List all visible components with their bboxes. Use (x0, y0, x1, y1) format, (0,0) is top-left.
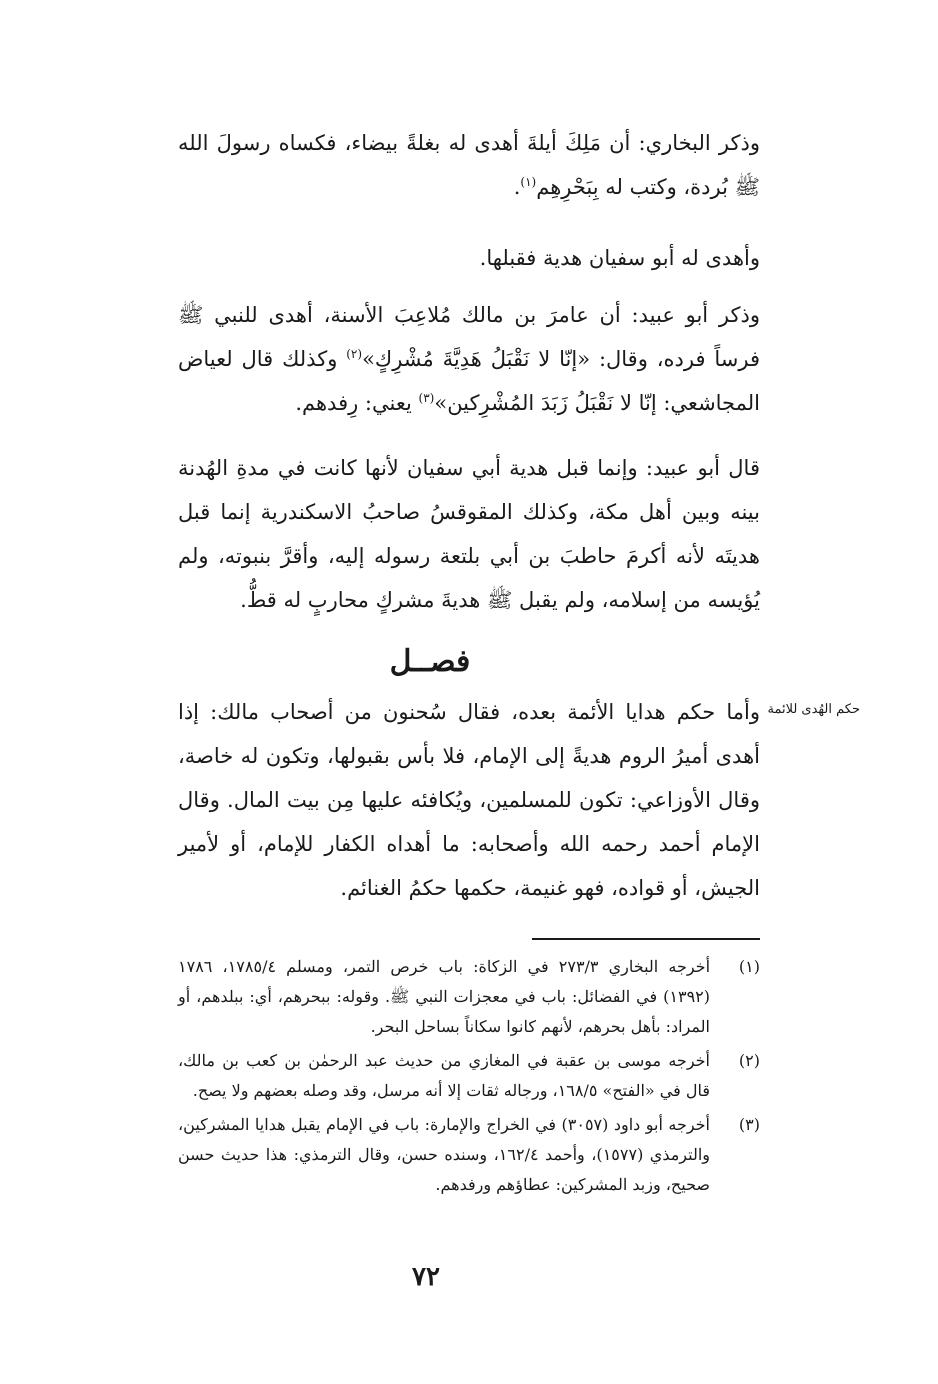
footnote-ref-3[interactable]: (٣) (418, 391, 435, 405)
paragraph-5 (178, 690, 760, 910)
paragraph-1-text: وذكر البخاري: أن مَلِكَ أيلةَ أهدى له بغلةً بيضاء، فكساه رسولَ الله ﷺ بُردة، وكتب له بِبَحْرِهِم (178, 131, 760, 199)
paragraph-3-text-b: وكذلك قال لعياض المجاشعي: إنّا لا نَقْبَلُ زَبَدَ المُشْرِكين» (178, 347, 760, 415)
page-number: ٧٢ (412, 1262, 440, 1292)
paragraph-2-text: وأهدى له أبو سفيان هدية فقبلها. (479, 246, 760, 270)
footnote-text: أخرجه البخاري ٢٧٣/٣ في الزكاة: باب خرص التمر، ومسلم ١٧٨٥/٤، ١٧٨٦ (١٣٩٢) في الفضائل: باب في معجزات النبي ﷺ. وقوله: ببحرهم، أي: ببلدهم، أو المراد: بأهل بحرهم، لأنهم كانوا سكاناً بساحل البحر. (178, 957, 711, 1036)
paragraph-2 (178, 236, 760, 280)
footnote-number: (٣) (738, 1115, 760, 1134)
paragraph-3 (178, 293, 760, 425)
section-heading: فصــل (389, 644, 471, 679)
footnote-number: (١) (738, 957, 760, 976)
paragraph-3-text-c: يعني: رِفدهم. (295, 391, 412, 415)
paragraph-4 (178, 446, 760, 622)
paragraph-1 (178, 121, 760, 209)
footnote-text: أخرجه أبو داود (٣٠٥٧) في الخراج والإمارة: باب في الإمام يقبل هدايا المشركين، والترمذي (١٥٧٧)، وأحمد ١٦٢/٤، وسنده حسن، وقال الترمذي: هذا حديث حسن صحيح، وزبد المشركين: عطاؤهم ورفدهم. (178, 1115, 711, 1194)
paragraph-4-text: قال أبو عبيد: وإنما قبل هدية أبي سفيان لأنها كانت في مدةِ الهُدنة بينه وبين أهل مكة، وكذلك المقوقسُ صاحبُ الاسكندرية إنما قبل هديتَه لأنه أكرمَ حاطبَ بن أبي بلتعة رسوله إليه، وأقرَّ بنبوته، ولم يُؤيسه من إسلامه، ولم يقبل ﷺ هديةَ مشركٍ محاربٍ له قطُّ. (178, 456, 760, 612)
footnote-2 (178, 1046, 760, 1106)
paragraph-5-text: وأما حكم هدايا الأئمة بعده، فقال سُحنون من أصحاب مالك: إذا أهدى أميرُ الروم هديةً إلى الإمام، فلا بأس بقبولها، وتكون له خاصة، وقال الأوزاعي: تكون للمسلمين، ويُكافئه عليها مِن بيت المال. وقال الإمام أحمد رحمه الله وأصحابه: ما أهداه الكفار للإمام، أو لأمير الجيش، أو قواده، فهو غنيمة، حكمها حكمُ الغنائم. (178, 700, 760, 900)
footnote-divider (532, 938, 760, 940)
footnote-1 (178, 952, 760, 1042)
footnote-3 (178, 1110, 760, 1200)
footnote-text: أخرجه موسى بن عقبة في المغازي من حديث عبد الرحمٰن بن كعب بن مالك، قال في «الفتح» ١٦٨/٥، ورجاله ثقات إلا أنه مرسل، وقد وصله بعضهم ولا يصح. (178, 1051, 710, 1100)
paragraph-3-text-a: وذكر أبو عبيد: أن عامرَ بن مالك مُلاعِبَ الأسنة، أهدى للنبي ﷺ فرساً فرده، وقال: «إنّا لا نَقْبَلُ هَدِيَّةَ مُشْرِكٍ» (178, 303, 760, 371)
footnote-ref-1[interactable]: (١) (520, 175, 537, 189)
footnotes (178, 952, 760, 1204)
footnote-number: (٢) (738, 1051, 760, 1070)
margin-note: حكم الهُدى للائمة (767, 702, 860, 717)
paragraph-1-end: . (513, 175, 521, 199)
footnote-ref-2[interactable]: (٢) (346, 347, 363, 361)
